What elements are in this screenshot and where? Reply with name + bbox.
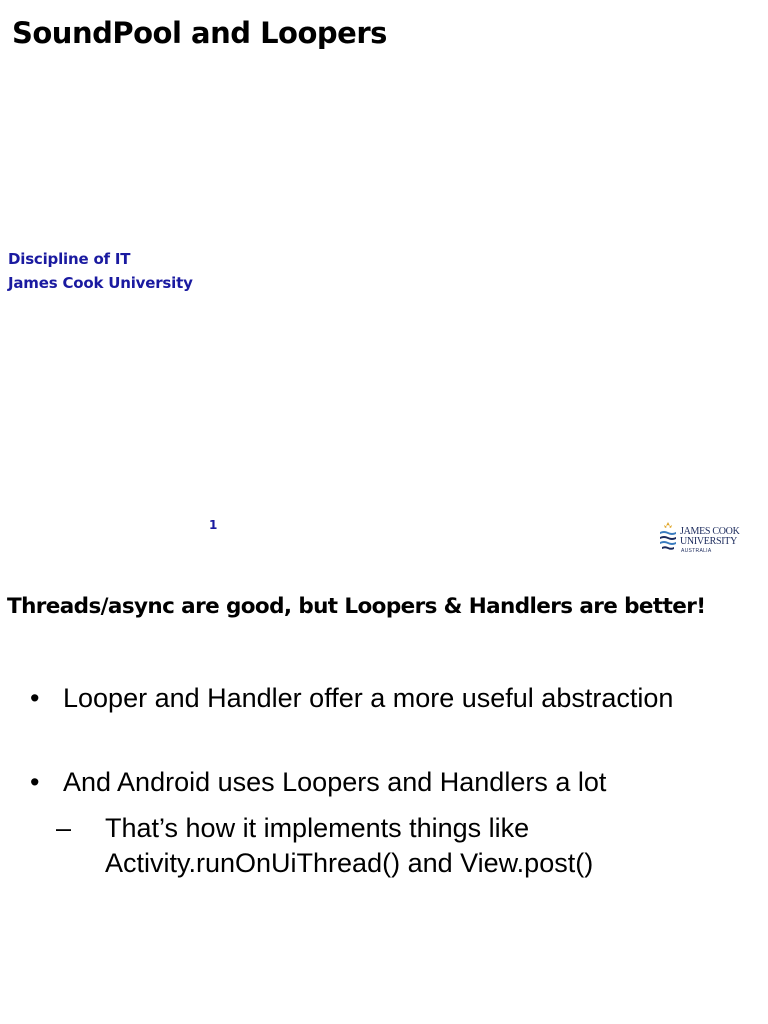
jcu-logo	[658, 519, 748, 557]
bullet-marker: •	[30, 683, 40, 713]
slide-content	[0, 560, 768, 1024]
affiliation-university: James Cook University	[8, 274, 193, 292]
bullet-text: Looper and Handler offer a more useful abstraction	[63, 683, 674, 713]
sub-bullet-marker: –	[56, 813, 72, 843]
sub-bullet-text: That’s how it implements things like Activity.runOnUiThread() and View.post()	[105, 813, 594, 878]
logo-wordmark: JAMES COOK UNIVERSITY	[680, 526, 740, 547]
bullet-marker: •	[30, 767, 40, 797]
bullet-text: And Android uses Loopers and Handlers a lot	[63, 767, 607, 797]
logo-country: AUSTRALIA	[681, 548, 712, 554]
jcu-crest-icon	[658, 521, 678, 553]
page-number: 1	[209, 518, 218, 532]
affiliation-block	[8, 247, 193, 295]
affiliation-discipline: Discipline of IT	[8, 250, 131, 268]
slide-heading: Threads/async are good, but Loopers & Handlers are better!	[7, 594, 706, 619]
slide-title-heading: SoundPool and Loopers	[12, 16, 387, 50]
